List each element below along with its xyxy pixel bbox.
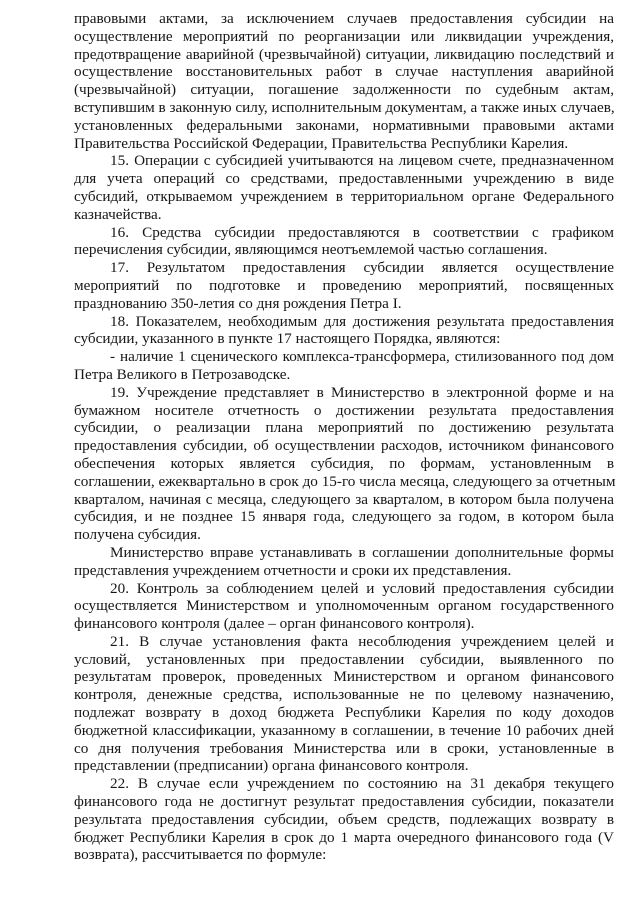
- text-line: 19. Учреждение представляет в Министерство в электронной форме и на: [110, 383, 614, 401]
- text-line: казначейства.: [74, 205, 162, 223]
- text-line: субсидии, о реализации плана мероприятий по достижению результата: [74, 419, 614, 437]
- text-line: (чрезвычайной) ситуации, погашение задолженности по судебным актам,: [74, 81, 614, 99]
- text-line: представлении (предписании) органа финансового контроля.: [74, 757, 469, 775]
- paragraph-p-16: [74, 224, 614, 260]
- text-line: 16. Средства субсидии предоставляются в соответствии с графиком: [110, 223, 614, 241]
- paragraph-p-22: [74, 775, 614, 864]
- text-line: соглашении, ежеквартально в срок до 15-го числа месяца, следующего за отчетным: [74, 472, 616, 490]
- text-line: субсидии, указанного в пункте 17 настоящего Порядка, являются:: [74, 330, 501, 348]
- document-body: [74, 10, 614, 864]
- text-line: - наличие 1 сценического комплекса-трансформера, стилизованного под дом: [110, 348, 614, 366]
- text-line: результатам проверок, проведенных Министерством и органом финансового: [74, 668, 614, 686]
- text-line: осуществляется Министерством и уполномоченным органом государственного: [74, 597, 614, 615]
- paragraph-p-20: [74, 580, 614, 633]
- text-line: финансового года не достигнут результат предоставления субсидии, показатели: [74, 793, 614, 811]
- text-line: кварталом, начиная с месяца, следующего за кварталом, в котором была получена: [74, 490, 614, 508]
- text-line: 21. В случае установления факта несоблюдения учреждением целей и: [110, 632, 614, 650]
- text-line: осуществление мероприятий по реорганизации или ликвидации учреждения,: [74, 27, 614, 45]
- text-line: получена субсидия.: [74, 526, 201, 544]
- text-line: празднованию 350-летия со дня рождения Петра I.: [74, 294, 402, 312]
- text-line: субсидий, открываемом учреждением в территориальном органе Федерального: [74, 187, 614, 205]
- paragraph-p-21: [74, 633, 614, 775]
- text-line: условий, установленных при предоставлении субсидии, выявленного по: [74, 650, 614, 668]
- paragraph-p-15: [74, 152, 614, 223]
- text-line: 22. В случае если учреждением по состоянию на 31 декабря текущего: [110, 775, 614, 793]
- text-line: вступившим в законную силу, исполнительным документам, а также иных случаев,: [74, 98, 615, 116]
- paragraph-p-18-item: [74, 348, 614, 384]
- text-line: контроля, денежные средства, использованные не по целевому назначению,: [74, 686, 614, 704]
- text-line: представления учреждением отчетности и сроки их представления.: [74, 561, 512, 579]
- text-line: бюджетной классификации, указанному в соглашении, в течение 10 рабочих дней: [74, 721, 614, 739]
- paragraph-p-19-b: [74, 544, 614, 580]
- text-line: результата предоставления субсидии, объем средств, подлежащих возврату в: [74, 810, 614, 828]
- text-line: со дня получения требования Министерства или в сроки, установленные в: [74, 739, 614, 757]
- text-line: перечисления субсидии, являющимся неотъемлемой частью соглашения.: [74, 241, 548, 259]
- text-line: подлежат возврату в доход бюджета Республики Карелия по коду доходов: [74, 704, 614, 722]
- text-line: бюджет Республики Карелия в срок до 1 марта очередного финансового года (V: [74, 828, 614, 846]
- text-line: 18. Показателем, необходимым для достижения результата предоставления: [110, 312, 614, 330]
- text-line: Правительства Российской Федерации, Правительства Республики Карелия.: [74, 134, 569, 152]
- text-line: осуществление восстановительных работ в случае наступления аварийной: [74, 63, 614, 81]
- text-line: предоставления субсидии, об осуществлении расходов, источником финансового: [74, 437, 614, 455]
- text-line: мероприятий по подготовке и проведению мероприятий, посвященных: [74, 276, 614, 294]
- text-line: Петра Великого в Петрозаводске.: [74, 365, 291, 383]
- text-line: для учета операций со средствами, предоставленными учреждению в виде: [74, 170, 614, 188]
- text-line: бумажном носителе отчетность о достижении результата предоставления: [74, 401, 614, 419]
- text-line: субсидия, и не позднее 15 января года, следующего за годом, в котором была: [74, 508, 614, 526]
- text-line: 20. Контроль за соблюдением целей и условий предоставления субсидии: [110, 579, 614, 597]
- text-line: правовыми актами, за исключением случаев предоставления субсидии на: [74, 10, 614, 27]
- paragraph-p-19: [74, 384, 614, 544]
- text-line: 17. Результатом предоставления субсидии является осуществление: [110, 259, 614, 277]
- text-line: обеспечения которых является субсидия, по формам, установленным в: [74, 454, 614, 472]
- text-line: Министерство вправе устанавливать в соглашении дополнительные формы: [110, 543, 614, 561]
- text-line: предотвращение аварийной (чрезвычайной) ситуации, ликвидацию последствий и: [74, 45, 614, 63]
- text-line: возврата), рассчитывается по формуле:: [74, 846, 327, 864]
- paragraph-p-18: [74, 313, 614, 349]
- text-line: финансового контроля (далее – орган финансового контроля).: [74, 615, 475, 633]
- text-line: 15. Операции с субсидией учитываются на лицевом счете, предназначенном: [110, 152, 614, 170]
- text-line: установленных федеральными законами, нормативными правовыми актами: [74, 116, 614, 134]
- paragraph-p-14-cont: [74, 10, 614, 152]
- paragraph-p-17: [74, 259, 614, 312]
